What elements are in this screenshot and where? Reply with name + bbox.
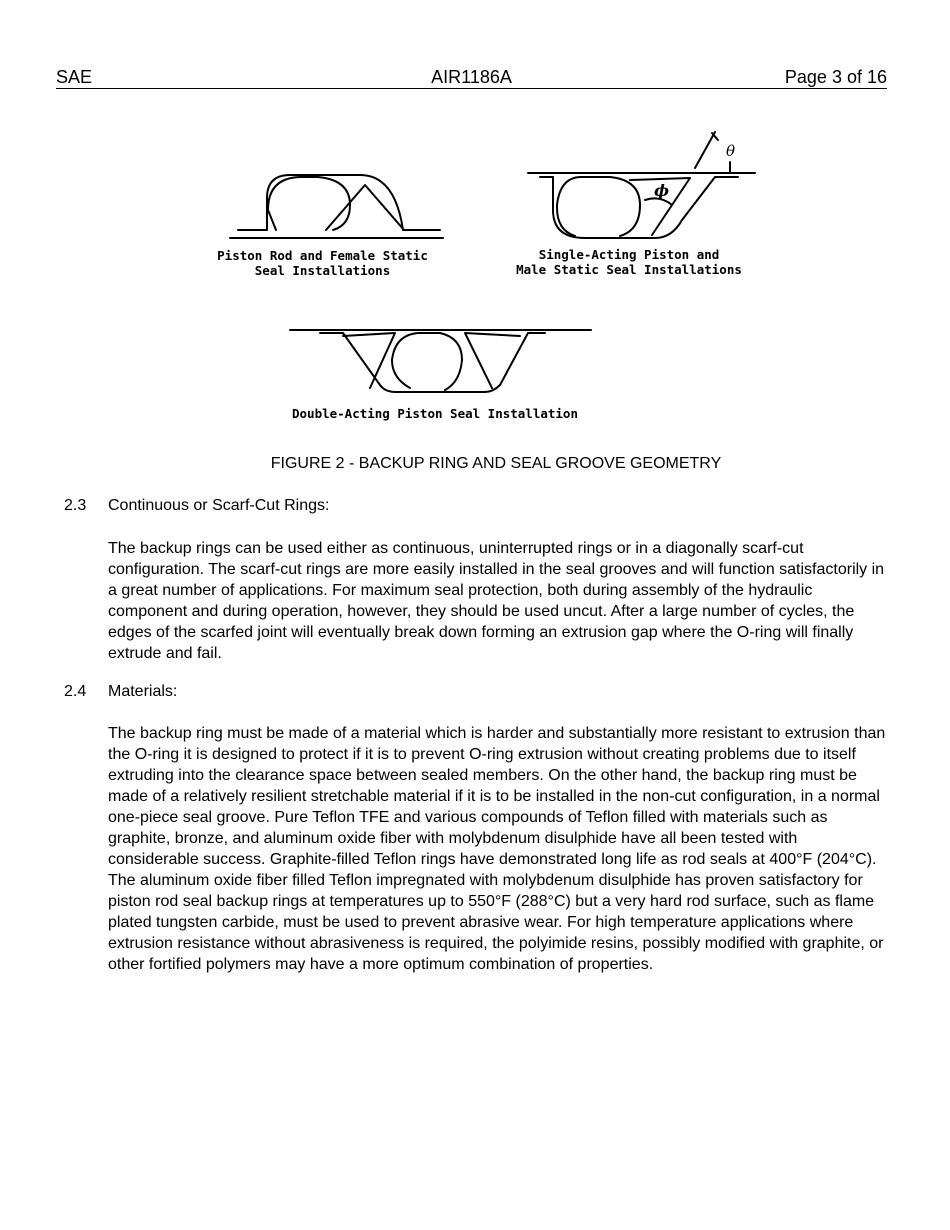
single-acting-piston-diagram [528, 132, 755, 238]
section-2-4-title: Materials: [108, 683, 178, 700]
single-acting-piston-label: Single-Acting Piston and Male Static Seal Installations [516, 247, 742, 277]
double-acting-piston-label: Double-Acting Piston Seal Installation [292, 406, 578, 421]
piston-rod-seal-label: Piston Rod and Female Static Seal Installations [217, 248, 428, 278]
phi-symbol: ϕ [654, 181, 670, 200]
theta-symbol: θ [726, 142, 736, 160]
piston-rod-seal-diagram [230, 175, 443, 238]
header-doc-id: AIR1186A [431, 67, 512, 87]
header-page-number: Page 3 of 16 [784, 67, 887, 87]
section-2-3-title: Continuous or Scarf-Cut Rings: [108, 497, 330, 514]
section-2-3-number: 2.3 [64, 497, 87, 514]
figure-caption: FIGURE 2 - BACKUP RING AND SEAL GROOVE GEOMETRY [270, 455, 722, 472]
section-2-4-number: 2.4 [64, 683, 87, 700]
section-2-4-body: The backup ring must be made of a material which is harder and substantially more resistant to extrusion than the O-ring it is designed to protect if it is to prevent O-ring extrusion without creating problems due to itself extruding into the clearance space between sealed members. On the other hand, the backup ring must be made of a relatively resilient stretchable material if it is to be installed in the non-cut configuration, in a normal one-piece seal groove. Pure Teflon TFE and various compounds of Teflon filled with materials such as graphite, bronze, and aluminum oxide fiber with molybdenum disulphide have all been tested with considerable success. Graphite-filled Teflon rings have demonstrated long life as rod seals at 400°F (204°C). The aluminum oxide fiber filled Teflon impregnated with molybdenum disulphide has proven satisfactory for piston rod seal backup rings at temperatures up to 550°F (288°C) but a very hard rod surface, such as flame plated tungsten carbide, must be used to prevent abrasive wear. For high temperature applications where extrusion resistance without abrasiveness is required, the polyimide resins, possibly modified with graphite, or other fortified polymers may have a more optimum combination of properties. [108, 725, 886, 973]
seal-groove-figure [0, 0, 950, 440]
double-acting-piston-diagram [290, 330, 591, 392]
section-2-3-body: The backup rings can be used either as continuous, uninterrupted rings or in a diagonally scarf-cut configuration. The scarf-cut rings are more easily installed in the seal grooves and will function satisfactorily in a great number of applications. For maximum seal protection, both during assembly of the hydraulic component and during operation, however, they should be used uncut. After a large number of cycles, the edges of the scarfed joint will eventually break down forming an extrusion gap where the O-ring will finally extrude and fail. [108, 540, 885, 662]
header-org: SAE [56, 67, 93, 87]
